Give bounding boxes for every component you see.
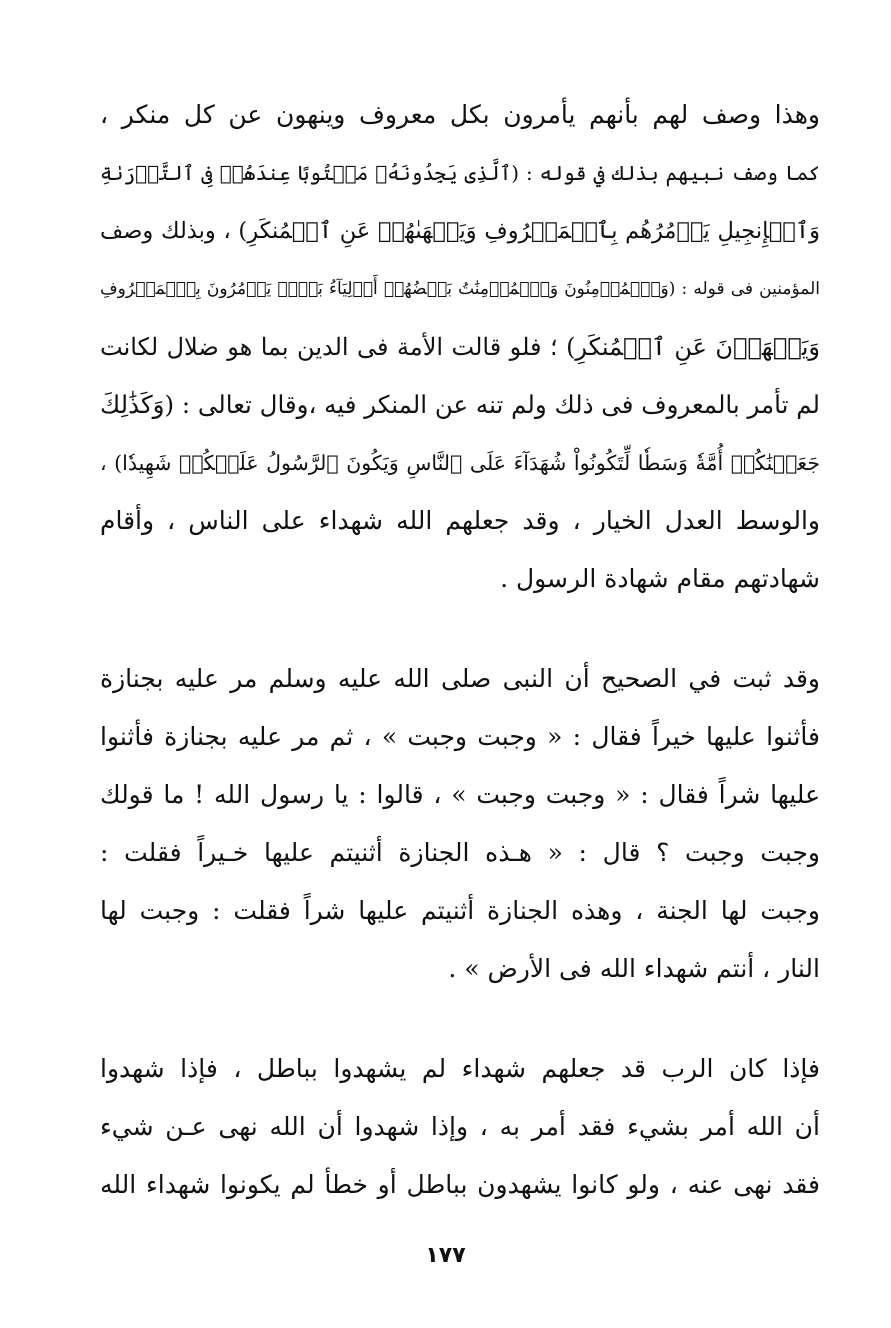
paragraph-spacer: [100, 608, 820, 650]
paragraph-spacer: [100, 998, 820, 1040]
text-line: المؤمنين فى قوله : (وَٱلۡمُؤۡمِنُونَ وَٱلۡمُؤۡمِنَٰتُ بَعۡضُهُمۡ أَوۡلِيَآءُ بَعۡضٖ يَأۡمُرُونَ بِٱلۡمَعۡرُوفِ: [100, 279, 820, 299]
text-line: والوسط العدل الخيار ، وقد جعلهم الله شهداء على الناس ، وأقام: [100, 506, 820, 535]
text-line: فقد نهى عنه ، ولو كانوا يشهدون بباطل أو خطأ لم يكونوا شهداء الله: [100, 1170, 820, 1199]
paragraph-2: [100, 650, 820, 998]
text-line: لم تأمر بالمعروف فى ذلك ولم تنه عن المنكر فيه ،وقال تعالى : (وَكَذَٰلِكَ: [100, 390, 820, 419]
text-line: أن الله أمر بشيء فقد أمر به ، وإذا شهدوا أن الله نهى عـن شيء: [100, 1112, 820, 1141]
text-line: فإذا كان الرب قد جعلهم شهداء لم يشهدوا بباطل ، فإذا شهدوا: [100, 1054, 820, 1083]
text-line: جَعَلۡنَٰكُمۡ أُمَّةٗ وَسَطٗا لِّتَكُونُواْ شُهَدَآءَ عَلَى ٱلنَّاسِ وَيَكُونَ ٱلرَّسُولُ عَلَيۡكُمۡ شَهِيدٗا) ،: [100, 451, 820, 475]
text-line: وجبت وجبت ؟ قال : « هـذه الجنازة أثنيتم عليها خـيراً فقلت :: [100, 838, 820, 867]
paragraph-3: [100, 1040, 820, 1214]
text-line: وجبت لها الجنة ، وهذه الجنازة أثنيتم عليها شراً فقلت : وجبت لها: [100, 896, 820, 925]
text-line: فأثنوا عليها خيراً فقال : « وجبت وجبت » ، ثم مر عليه بجنازة فأثنوا: [100, 722, 820, 751]
text-line: وقد ثبت في الصحيح أن النبى صلى الله عليه وسلم مر عليه بجنازة: [100, 664, 820, 693]
page-number: ١٧٧: [425, 1243, 466, 1268]
page-body: [100, 86, 820, 1214]
text-line: وَيَنۡهَوۡنَ عَنِ ٱلۡمُنكَرِ) ؛ فلو قالت الأمة فى الدين بما هو ضلال لكانت: [100, 333, 820, 361]
text-line: النار ، أنتم شهداء الله فى الأرض » .: [448, 954, 820, 983]
text-line: وهذا وصف لهم بأنهم يأمرون بكل معروف وينهون عن كل منكر ،: [100, 100, 820, 129]
text-line: عليها شراً فقال : « وجبت وجبت » ، قالوا : يا رسول الله ! ما قولك: [100, 780, 820, 809]
text-line: كما وصف نبيهم بذلك في قوله : (ٱلَّذِى يَجِدُونَهُۥ مَكۡتُوبًا عِندَهُمۡ فِى ٱلتَّوۡرَىٰةِ: [100, 161, 820, 185]
text-line: وَٱلۡإِنجِيلِ يَأۡمُرُهُم بِٱلۡمَعۡرُوفِ وَيَنۡهَىٰهُمۡ عَنِ ٱلۡمُنكَرِ) ، وبذلك وصف: [100, 218, 820, 244]
text-line: شهادتهم مقام شهادة الرسول .: [500, 564, 820, 593]
paragraph-1: [100, 86, 820, 608]
